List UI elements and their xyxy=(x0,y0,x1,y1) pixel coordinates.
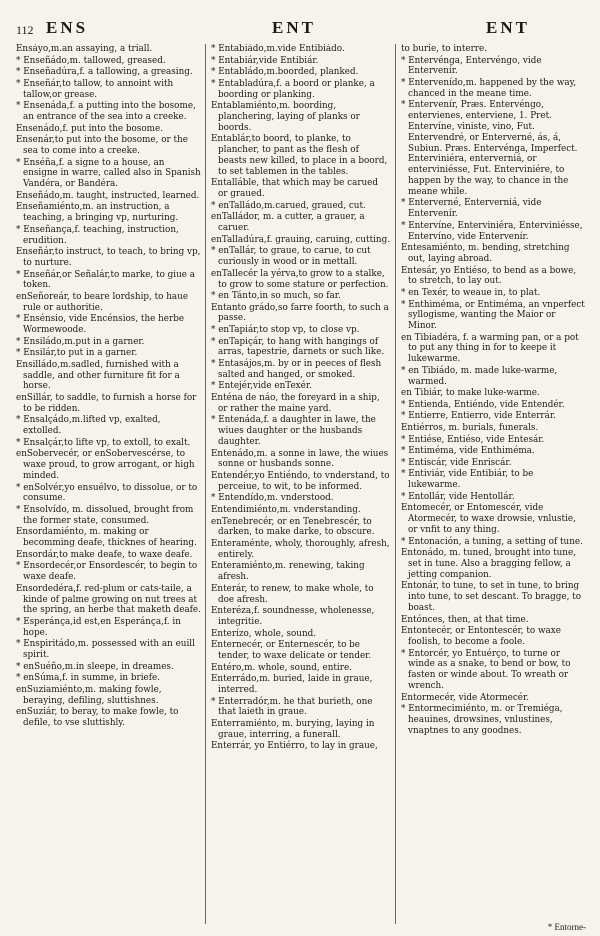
dictionary-entry: * Ensilár,to put in a garner. xyxy=(16,348,138,359)
dictionary-entry: * en Texér, to weaue in, to plat. xyxy=(401,287,541,298)
dictionary-entry: Entanto grádo,so farre foorth, to such a passe. xyxy=(211,302,389,324)
dictionary-entry: Entonádo, m. tuned, brought into tune, set in tune. Also a bragging fellow, a jetting companion. xyxy=(401,548,576,580)
column-1 xyxy=(16,44,205,924)
dictionary-entry: enTenebrecér, or en Tenebrescér, to darken, to make darke, to obscure. xyxy=(211,516,375,538)
dictionary-entry: Ensáyo,m.an assaying, a triall. xyxy=(16,44,153,54)
dictionary-entry: * enSuéño,m.in sleepe, in dreames. xyxy=(16,661,174,672)
dictionary-entry: * Entabladúra,f. a boord or planke, a boording or planking. xyxy=(211,78,375,100)
dictionary-entry: Enteraménte, wholy, thoroughly, afresh, entirely. xyxy=(211,538,390,560)
dictionary-entry: * en Tánto,in so much, so far. xyxy=(211,291,341,302)
dictionary-entry: Ensordamiénto, m. making or becomming deafe, thicknes of hearing. xyxy=(16,527,197,549)
dictionary-entry: * Enseñádo,m. tallowed, greased. xyxy=(16,55,166,66)
dictionary-entry: * Ensalçár,to lifte vp, to extoll, to exalt. xyxy=(16,437,191,448)
dictionary-entry: en Tibiár, to make luke-warme. xyxy=(401,388,540,399)
dictionary-entry: enSobervecér, or enSobervescérse, to waxe proud, to grow arrogant, or high minded. xyxy=(16,449,195,482)
dictionary-entry: * Entervenído,m. happened by the way, chanced in the meane time. xyxy=(401,77,577,99)
dictionary-entry: * Enthiméma, or Entiméma, an vnperfect syllogisme, wanting the Maior or Minor. xyxy=(401,299,585,332)
dictionary-entry: Enteréza,f. soundnesse, wholenesse, integritie. xyxy=(211,606,375,627)
dictionary-entry: * Ensénsio, vide Encénsios, the herbe Wormewoode. xyxy=(16,314,185,336)
header-right-word: ENT xyxy=(486,18,530,37)
dictionary-entry: Enteramiénto,m. renewing, taking afresh. xyxy=(211,561,365,583)
dictionary-entry: Entontecér, or Entontescér, to waxe foolish, to become a foole. xyxy=(401,626,561,647)
dictionary-entry: en Tibiadéra, f. a warming pan, or a pot to put any thing in for to keepe it lukewarme. xyxy=(401,332,579,365)
column-2 xyxy=(205,44,395,924)
dictionary-entry: * Entenáda,f. a daughter in lawe, the wiues daughter or the husbands daughter. xyxy=(211,415,376,448)
dictionary-entry: Entonár, to tune, to set in tune, to bring into tune, to set descant. To bragge, to boast. xyxy=(401,581,582,613)
dictionary-entry: * Enséña,f. a signe to a house, an ensigne in warre, called also in Spanish Vandéra, or Bandéra. xyxy=(16,157,201,190)
dictionary-entry: * Entiése, Entiéso, vide Entesár. xyxy=(401,434,545,445)
header-left-word: ENS xyxy=(46,18,89,37)
dictionary-entry: * Entierre, Entierro, vide Enterrár. xyxy=(401,411,556,422)
dictionary-entry: * Esperánça,id est,en Esperánça,f. in hope. xyxy=(16,616,181,638)
dictionary-entry: enSuziár, to beray, to make fowle, to defile, to vse sluttishly. xyxy=(16,707,179,729)
dictionary-entry: enSillár, to saddle, to furnish a horse for to be ridden. xyxy=(16,393,197,414)
dictionary-entry: Entesamiénto, m. bending, stretching out, laying abroad. xyxy=(401,243,570,264)
dictionary-entry: Entenádo,m. a sonne in lawe, the wiues sonne or husbands sonne. xyxy=(211,448,389,470)
dictionary-entry: Enterár, to renew, to make whole, to doe afresh. xyxy=(211,583,374,605)
dictionary-entry: Entablár,to boord, to planke, to plancher, to pant as the flesh of beasts new killed, to place in a boord, to set tablemen in the tables. xyxy=(211,134,388,177)
dictionary-entry: * en Tibiádo, m. made luke-warme, warmed. xyxy=(401,365,558,387)
dictionary-entry: Ensenádo,f. put into the bosome. xyxy=(16,123,163,134)
dictionary-entry: * Entormecimiénto, m. or Tremiéga, heauines, drowsines, vnlustines, vnaptnes to any goodnes. xyxy=(401,704,563,736)
dictionary-entry: Entiérros, m. burials, funerals. xyxy=(401,423,539,434)
dictionary-entry: * enSúma,f. in summe, in briefe. xyxy=(16,673,161,684)
entry-columns xyxy=(16,44,588,924)
dictionary-entry: Entalláble, that which may be carued or graued. xyxy=(211,178,379,200)
dictionary-entry: enTalládor, m. a cutter, a grauer, a caruer. xyxy=(211,212,365,234)
dictionary-entry: * Entervénga, Entervéngo, vide Entervenír. xyxy=(401,55,542,77)
dictionary-entry: Entendimiénto,m. vnderstanding. xyxy=(211,505,361,515)
dictionary-entry: * Enseñadúra,f. a tallowing, a greasing. xyxy=(16,67,193,78)
dictionary-entry: * Entasájos,m. by or in peeces of flesh salted and hanged, or smoked. xyxy=(211,359,382,380)
dictionary-entry: * Entorcér, yo Entuérço, to turne or winde as a snake, to bend or bow, to fasten or winde about. To wreath or wrench. xyxy=(401,648,571,691)
dictionary-entry: enSuziamiénto,m. making fowle, beraying, defiling, sluttishnes. xyxy=(16,684,162,706)
dictionary-entry: * Enseñança,f. teaching, instruction, erudition. xyxy=(16,224,179,246)
dictionary-entry: * Enseñár,to tallow, to annoint with tallow,or grease. xyxy=(16,78,174,100)
dictionary-entry: enTalladúra,f. grauing, caruing, cutting. xyxy=(211,234,391,245)
dictionary-entry: Ensilládo,m.sadled, furnished with a saddle, and other furniture fit for a horse. xyxy=(16,359,180,392)
dictionary-entry: Entéro,m. whole, sound, entire. xyxy=(211,662,352,673)
running-header xyxy=(16,18,588,40)
dictionary-entry: * Entiviár, vide Entibiár, to be lukewarme. xyxy=(401,469,534,491)
page-number: 112 xyxy=(16,23,34,37)
dictionary-entry: * Enterradór,m. he that burieth, one that laieth in graue. xyxy=(211,696,373,718)
dictionary-entry: Enterrádo,m. buried, laide in graue, interred. xyxy=(211,674,373,695)
header-center-word: ENT xyxy=(272,18,316,37)
dictionary-entry: Entomecér, or Entomescér, vide Atormecér, to waxe drowsie, vnlustie, or vnfit to any thing. xyxy=(401,503,576,535)
dictionary-entry: * Ensolvído, m. dissolued, brought from the former state, consumed. xyxy=(16,505,194,526)
dictionary-entry: * enTallár, to graue, to carue, to cut curiously in wood or in mettall. xyxy=(211,246,371,268)
dictionary-entry: Entormecér, vide Atormecér. xyxy=(401,692,530,703)
dictionary-entry: * Entienda, Entiéndo, vide Entendér. xyxy=(401,399,565,410)
dictionary-entry: Ensenár,to put into the bosome, or the sea to come into a creeke. xyxy=(16,135,188,156)
dictionary-entry: * Entendído,m. vnderstood. xyxy=(211,493,334,504)
dictionary-entry: * Entiméma, vide Enthiméma. xyxy=(401,446,535,457)
dictionary-entry: Entónces, then, at that time. xyxy=(401,614,529,625)
dictionary-entry: * Enseñár,or Señalár,to marke, to giue a token. xyxy=(16,269,196,291)
catchword: * Entorne- xyxy=(547,922,586,932)
dictionary-entry: * Entabládo,m.boorded, planked. xyxy=(211,67,359,78)
dictionary-entry: enSeñoreár, to beare lordship, to haue rule or authoritie. xyxy=(16,291,189,313)
dictionary-entry: * Ensordecér,or Ensordescér, to begin to waxe deafe. xyxy=(16,561,198,583)
dictionary-entry: enTallecér la yérva,to grow to a stalke, to grow to some stature or perfection. xyxy=(211,268,389,290)
dictionary-entry: * Entervíne, Enterviniéra, Enterviniésse, Entervíno, vide Entervenír. xyxy=(401,220,583,242)
dictionary-entry: * Entiscár, vide Enriscár. xyxy=(401,457,512,468)
dictionary-entry: Entendér,yo Entiéndo, to vnderstand, to perceiue, to wit, to be informed. xyxy=(211,471,390,492)
dictionary-entry: * Ensalçádo,m.lifted vp, exalted, extolled. xyxy=(16,415,161,437)
dictionary-entry: * Entollár, vide Hentollár. xyxy=(401,491,515,502)
dictionary-entry: * enTalládo,m.carued, graued, cut. xyxy=(211,200,366,211)
dictionary-entry: * Entonación, a tuning, a setting of tune. xyxy=(401,536,583,547)
dictionary-entry: * Enterverné, Enterverniá, vide Entervenír. xyxy=(401,198,542,220)
dictionary-entry: to burie, to interre. xyxy=(401,44,488,54)
dictionary-entry: * Entabiár,vide Entibiár. xyxy=(211,55,319,66)
dictionary-entry: Enseñádo,m. taught, instructed, learned. xyxy=(16,190,200,201)
dictionary-entry: Enténa de náo, the foreyard in a ship, or rather the maine yard. xyxy=(211,393,380,414)
dictionary-entry: Enterramiénto, m. burying, laying in graue, interring, a funerall. xyxy=(211,718,375,740)
dictionary-entry: Enseñamiénto,m. an instruction, a teaching, a bringing vp, nurturing. xyxy=(16,202,179,224)
dictionary-entry: * enTapiçár, to hang with hangings of arras, tapestrie, darnets or such like. xyxy=(211,336,385,358)
dictionary-entry: * Entervenír, Præs. Entervéngo, entervienes, enterviene, 1. Pret. Entervíne, viniste, vino, Fut. Entervendré, or Enterverné, ás, á, Subiun. Præs. Entervénga, Imperfect. Enterviniéra, enterverniá, or enterviniésse, Fut. Enterviniére, to happen by the way, to chance in the meane while. xyxy=(401,100,578,197)
dictionary-entry: Enterrár, yo Entiérro, to lay in graue, xyxy=(211,741,378,752)
dictionary-entry: * enTapiár,to stop vp, to close vp. xyxy=(211,325,360,336)
column-3 xyxy=(395,44,585,924)
dictionary-entry: Enterízo, whole, sound. xyxy=(211,628,317,639)
dictionary-entry: * Entejér,vide enTexér. xyxy=(211,381,312,392)
dictionary-entry: * Enspiritádo,m. possessed with an euill spirit. xyxy=(16,639,195,661)
dictionary-entry: Entesár, yo Entiéso, to bend as a bowe, to stretch, to lay out. xyxy=(401,265,577,287)
dictionary-entry: Enternecér, or Enternescér, to be tender, to waxe delicate or tender. xyxy=(211,640,372,661)
dictionary-entry: Ensordedéra,f. red-plum or cats-taile, a kinde of palme growing on nut trees at the spring, an herbe that maketh deafe. xyxy=(16,583,201,616)
dictionary-entry: Ensordár,to make deafe, to waxe deafe. xyxy=(16,549,193,560)
dictionary-entry: * Ensiládo,m.put in a garner. xyxy=(16,336,145,347)
dictionary-entry: * Entabiádo,m.vide Entibiádo. xyxy=(211,44,345,54)
dictionary-entry: * enSolvér,yo ensuélvo, to dissolue, or to consume. xyxy=(16,482,198,504)
dictionary-entry: * Ensenáda,f. a putting into the bosome, an entrance of the sea into a creeke. xyxy=(16,101,196,122)
dictionary-entry: Entablamiénto,m. boording, planchering, laying of planks or boords. xyxy=(211,101,360,133)
dictionary-entry: Enseñár,to instruct, to teach, to bring vp, to nurture. xyxy=(16,247,201,268)
